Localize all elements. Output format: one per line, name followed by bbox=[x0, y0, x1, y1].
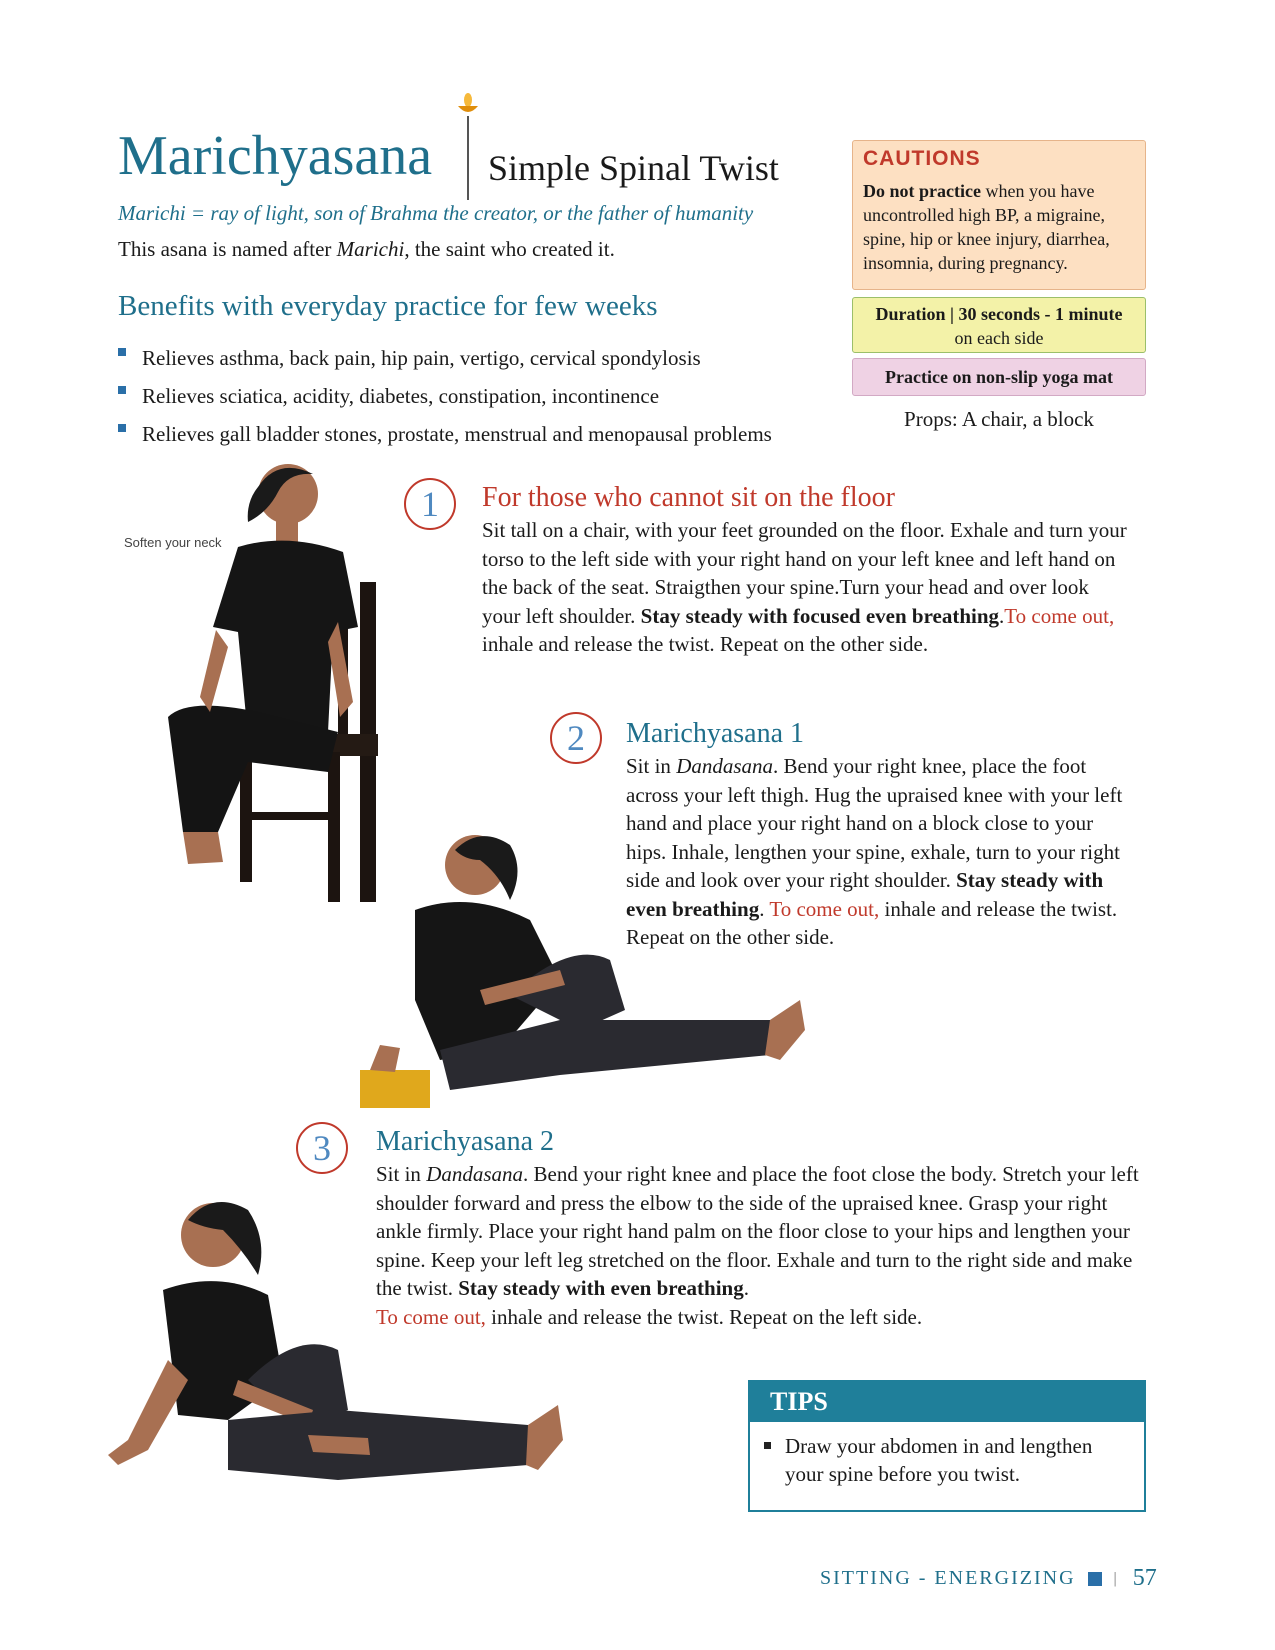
cautions-bold: Do not practice bbox=[863, 181, 981, 201]
come-out-label: To come out, bbox=[769, 896, 880, 921]
step-body: Sit tall on a chair, with your feet grounded on the floor. Exhale and turn your torso to the left side with your right hand on your left knee and left hand on the back of the seat. Straigthen your spine.Turn your head and over look your left shoulder. bbox=[482, 518, 1127, 628]
tips-box bbox=[748, 1380, 1146, 1512]
name-origin-prefix: This asana is named after bbox=[118, 237, 337, 261]
list-item bbox=[118, 415, 772, 453]
bullet-icon bbox=[118, 386, 126, 394]
bullet-icon bbox=[118, 348, 126, 356]
tip-text: Draw your abdomen in and lengthen your spine before you twist. bbox=[785, 1434, 1093, 1486]
step-body-end: inhale and release the twist. Repeat on the left side. bbox=[485, 1304, 923, 1329]
benefit-text: Relieves asthma, back pain, hip pain, vertigo, cervical spondylosis bbox=[142, 345, 701, 370]
square-marker-icon bbox=[1088, 1572, 1102, 1586]
benefit-text: Relieves sciatica, acidity, diabetes, constipation, incontinence bbox=[142, 383, 660, 408]
step-body-start: Sit in bbox=[376, 1162, 427, 1186]
step-body: . Bend your right knee, place the foot across your left thigh. Hug the upraised knee with your left hand and place your right hand on a block close to your hips. Inhale, lengthen your spine, exhale, turn to your right side and look over your right shoulder. bbox=[626, 754, 1123, 892]
step-number: 1 bbox=[404, 478, 456, 530]
mat-box: Practice on non-slip yoga mat bbox=[852, 358, 1146, 396]
page-subtitle: Simple Spinal Twist bbox=[488, 148, 779, 188]
benefit-text: Relieves gall bladder stones, prostate, menstrual and menopausal problems bbox=[142, 421, 772, 446]
step-text bbox=[482, 516, 1132, 659]
step-title: Marichyasana 1 bbox=[626, 718, 805, 749]
footer-separator: | bbox=[1113, 1569, 1119, 1587]
page-title: Marichyasana bbox=[118, 125, 433, 187]
step-body: . Bend your right knee and place the foot close the body. Stretch your left shoulder forward and press the elbow to the side of the upraised knee. Grasp your right ankle firmly. Place your right hand palm on the floor close to your hips and lengthen your spine. Keep your left leg stretched on the floor. Exhale and turn to the right side and make the twist. bbox=[376, 1162, 1139, 1300]
step-punct: . bbox=[999, 603, 1005, 628]
page-number: 57 bbox=[1132, 1565, 1157, 1591]
list-item bbox=[118, 339, 772, 377]
step-emphasis: Stay steady with even breathing bbox=[458, 1276, 744, 1300]
cautions-title: CAUTIONS bbox=[863, 147, 981, 170]
oil-lamp-icon bbox=[456, 92, 480, 202]
step-number: 3 bbox=[296, 1122, 348, 1174]
props-text: Props: A chair, a block bbox=[904, 407, 1094, 431]
name-meaning: Marichi = ray of light, son of Brahma the creator, or the father of humanity bbox=[118, 201, 754, 225]
page-footer bbox=[820, 1565, 1157, 1592]
duration-box bbox=[852, 297, 1146, 353]
section-label: SITTING - ENERGIZING bbox=[820, 1567, 1076, 1589]
bullet-icon bbox=[764, 1442, 771, 1449]
step-number: 2 bbox=[550, 712, 602, 764]
benefits-list bbox=[118, 339, 772, 453]
name-origin-suffix: , the saint who created it. bbox=[404, 237, 615, 261]
step-title: Marichyasana 2 bbox=[376, 1126, 555, 1157]
duration-line-1: Duration | 30 seconds - 1 minute bbox=[875, 304, 1123, 324]
come-out-label: To come out, bbox=[1004, 603, 1115, 628]
duration-line-2: on each side bbox=[954, 328, 1044, 348]
step-body-end: inhale and release the twist. Repeat on the other side. bbox=[626, 896, 1118, 949]
step-title: For those who cannot sit on the floor bbox=[482, 482, 895, 513]
name-origin-saint: Marichi bbox=[336, 237, 405, 261]
step-body-end: inhale and release the twist. Repeat on the other side. bbox=[482, 632, 929, 656]
step-body-start: Sit in bbox=[626, 754, 677, 778]
name-origin bbox=[118, 237, 615, 262]
pose-name: Dandasana bbox=[676, 754, 774, 778]
tips-body bbox=[750, 1422, 1144, 1498]
come-out-label: To come out, bbox=[376, 1304, 486, 1329]
step-punct: . bbox=[759, 896, 770, 921]
bullet-icon bbox=[118, 424, 126, 432]
list-item bbox=[118, 377, 772, 415]
cautions-body: when you have uncontrolled high BP, a migraine, spine, hip or knee injury, diarrhea, insomnia, during pregnancy. bbox=[863, 181, 1110, 273]
photo-caption: Soften your neck bbox=[124, 535, 222, 550]
cautions-box bbox=[852, 140, 1146, 290]
marichyasana-2-photo bbox=[108, 1180, 578, 1510]
marichyasana-1-photo bbox=[360, 820, 820, 1120]
pose-name: Dandasana bbox=[426, 1162, 524, 1186]
step-emphasis: Stay steady with even breathing bbox=[626, 868, 1104, 921]
cautions-text bbox=[863, 179, 1135, 275]
step-punct: . bbox=[743, 1276, 749, 1300]
step-emphasis: Stay steady with focused even breathing bbox=[640, 603, 1000, 628]
benefits-heading: Benefits with everyday practice for few weeks bbox=[118, 290, 658, 322]
tips-title: TIPS bbox=[750, 1382, 1144, 1422]
